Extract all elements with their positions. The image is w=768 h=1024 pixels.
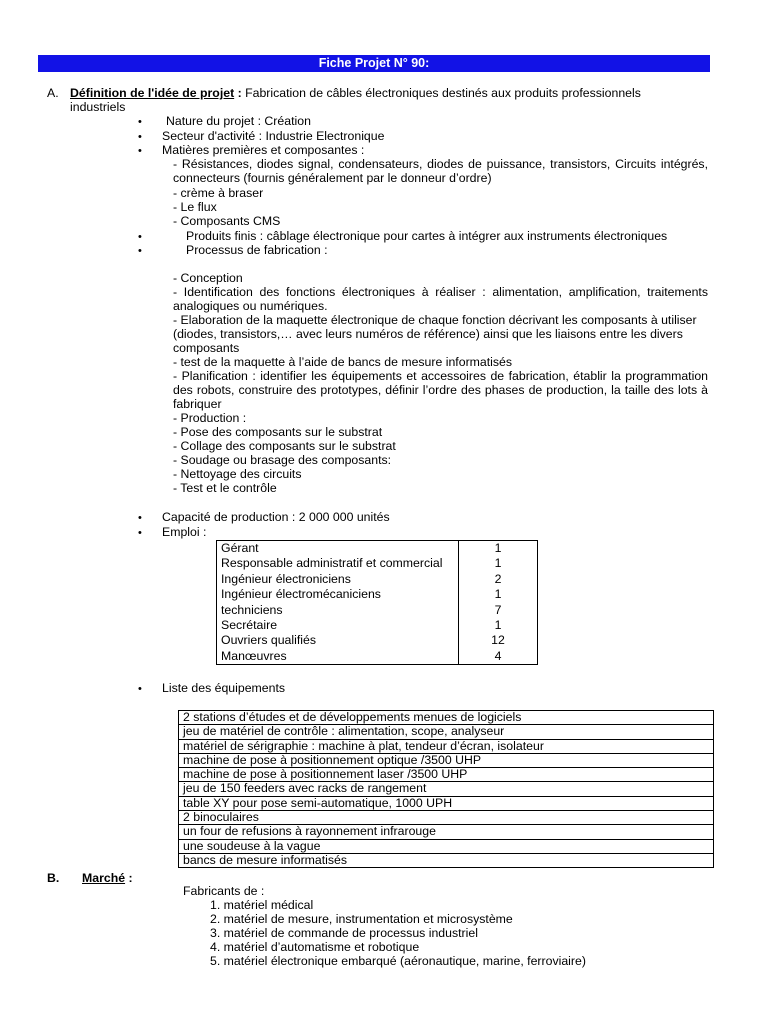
emploi-role: Gérant <box>221 541 259 555</box>
section-a-heading: Définition de l'idée de projet <box>70 86 235 100</box>
equipement-row <box>179 811 714 825</box>
processus-item: - Identification des fonctions électroniques à réaliser : alimentation, amplification, traitements analogiques ou numériques. <box>173 285 708 314</box>
bullet-icon: • <box>138 527 142 539</box>
matieres-item: - crème à braser <box>173 186 264 200</box>
processus-heading: Processus de fabrication : <box>186 243 328 257</box>
processus-item: - Production : <box>173 411 247 425</box>
emploi-row <box>217 541 538 557</box>
emploi-count: 1 <box>459 556 538 571</box>
secteur-activite: Secteur d'activité : Industrie Electronique <box>162 129 385 143</box>
nature-projet: Nature du projet : Création <box>166 114 311 128</box>
matieres-item: - Composants CMS <box>173 214 281 228</box>
processus-item: - Planification : identifier les équipements et accessoires de fabrication, établir la programmation des robots, construire des prototypes, définir l’ordre des phases de production, la taille des lots à fabriquer <box>173 369 708 412</box>
emploi-row <box>217 649 538 665</box>
equipement-item: table XY pour pose semi-automatique, 1000 UPH <box>179 796 714 810</box>
processus-item: - Soudage ou brasage des composants: <box>173 453 392 467</box>
emploi-count: 2 <box>459 572 538 587</box>
equipement-row <box>179 839 714 853</box>
bullet-icon: • <box>138 512 142 524</box>
equipement-item: jeu de matériel de contrôle : alimentation, scope, analyseur <box>179 725 714 739</box>
marche-item: 5. matériel électronique embarqué (aéronautique, marine, ferroviaire) <box>210 954 586 968</box>
equipement-item: machine de pose à positionnement optique /3500 UHP <box>179 753 714 767</box>
marche-item: 1. matériel médical <box>210 898 314 912</box>
emploi-table <box>216 540 538 665</box>
emploi-role: Responsable administratif et commercial <box>221 556 443 571</box>
equipement-item: jeu de 150 feeders avec racks de rangement <box>179 782 714 796</box>
equipement-row <box>179 853 714 867</box>
section-b-heading: Marché <box>82 871 126 885</box>
emploi-row <box>217 633 538 648</box>
processus-item: - Test et le contrôle <box>173 481 277 495</box>
equipement-row <box>179 753 714 767</box>
emploi-role: Manœuvres <box>221 648 287 663</box>
matieres-heading: Matières premières et composantes : <box>162 143 365 157</box>
bullet-icon: • <box>138 131 142 143</box>
equipements-table <box>178 710 714 868</box>
produits-finis: Produits finis : câblage électronique pour cartes à intégrer aux instruments électroniques <box>186 229 668 243</box>
page-title: Fiche Projet N° 90: <box>38 55 710 72</box>
emploi-row <box>217 603 538 618</box>
emploi-role: Ingénieur électromécaniciens <box>221 587 381 602</box>
emploi-heading: Emploi : <box>162 525 207 539</box>
emploi-count: 1 <box>459 541 538 557</box>
emploi-role: Ingénieur électroniciens <box>221 571 351 586</box>
equipement-item: matériel de sérigraphie : machine à plat, tendeur d’écran, isolateur <box>179 739 714 753</box>
marche-item: 3. matériel de commande de processus industriel <box>210 926 478 940</box>
liste-equipements-heading: Liste des équipements <box>162 681 286 695</box>
processus-item: - Nettoyage des circuits <box>173 467 302 481</box>
section-a-intro <box>70 86 708 100</box>
emploi-role: Ouvriers qualifiés <box>221 633 316 648</box>
fabricants-heading: Fabricants de : <box>183 884 265 898</box>
equipement-item: machine de pose à positionnement laser /3500 UHP <box>179 768 714 782</box>
emploi-count: 12 <box>459 633 538 648</box>
equipement-row <box>179 739 714 753</box>
emploi-role: Secrétaire <box>221 618 278 633</box>
bullet-icon: • <box>138 683 142 695</box>
section-a-intro-line2: industriels <box>70 100 126 114</box>
equipement-item: bancs de mesure informatisés <box>179 853 714 867</box>
emploi-count: 4 <box>459 649 538 665</box>
emploi-role: techniciens <box>221 602 283 617</box>
processus-item: - Elaboration de la maquette électronique de chaque fonction décrivant les composants à utiliser (diodes, transistors,… avec leurs numéros de référence) ainsi que les liaisons entre les divers composants <box>173 313 697 356</box>
equipement-item: 2 stations d’études et de développements menues de logiciels <box>179 711 714 725</box>
matieres-item: - Le flux <box>173 200 217 214</box>
section-a-letter: A. <box>47 86 59 100</box>
equipement-row <box>179 768 714 782</box>
section-a-heading-colon: : <box>234 86 242 100</box>
section-b-letter: B. <box>47 871 60 885</box>
marche-item: 4. matériel d’automatisme et robotique <box>210 940 420 954</box>
equipement-row <box>179 725 714 739</box>
processus-item: - test de la maquette à l’aide de bancs de mesure informatisés <box>173 355 513 369</box>
section-b-heading-wrap <box>82 871 133 885</box>
equipement-row <box>179 782 714 796</box>
emploi-row <box>217 587 538 602</box>
processus-item: - Pose des composants sur le substrat <box>173 425 383 439</box>
emploi-row <box>217 556 538 571</box>
emploi-count: 7 <box>459 603 538 618</box>
equipement-row <box>179 711 714 725</box>
bullet-icon: • <box>138 116 142 128</box>
bullet-icon: • <box>138 145 142 157</box>
equipement-item: une soudeuse à la vague <box>179 839 714 853</box>
matieres-item: - Résistances, diodes signal, condensateurs, diodes de puissance, transistors, Circuits intégrés, connecteurs (fournis généralement par le donneur d’ordre) <box>173 157 708 186</box>
bullet-icon: • <box>138 245 142 257</box>
equipement-item: 2 binoculaires <box>179 811 714 825</box>
emploi-count: 1 <box>459 618 538 633</box>
equipement-item: un four de refusions à rayonnement infrarouge <box>179 825 714 839</box>
emploi-row <box>217 618 538 633</box>
emploi-count: 1 <box>459 587 538 602</box>
processus-item: - Conception <box>173 271 243 285</box>
section-b-heading-colon: : <box>125 871 133 885</box>
marche-item: 2. matériel de mesure, instrumentation et microsystème <box>210 912 513 926</box>
equipement-row <box>179 796 714 810</box>
emploi-row <box>217 572 538 587</box>
section-a-intro-text: Fabrication de câbles électroniques destinés aux produits professionnels <box>241 86 641 100</box>
capacite-production: Capacité de production : 2 000 000 unités <box>162 510 390 524</box>
equipement-row <box>179 825 714 839</box>
bullet-icon: • <box>138 231 142 243</box>
processus-item: - Collage des composants sur le substrat <box>173 439 396 453</box>
